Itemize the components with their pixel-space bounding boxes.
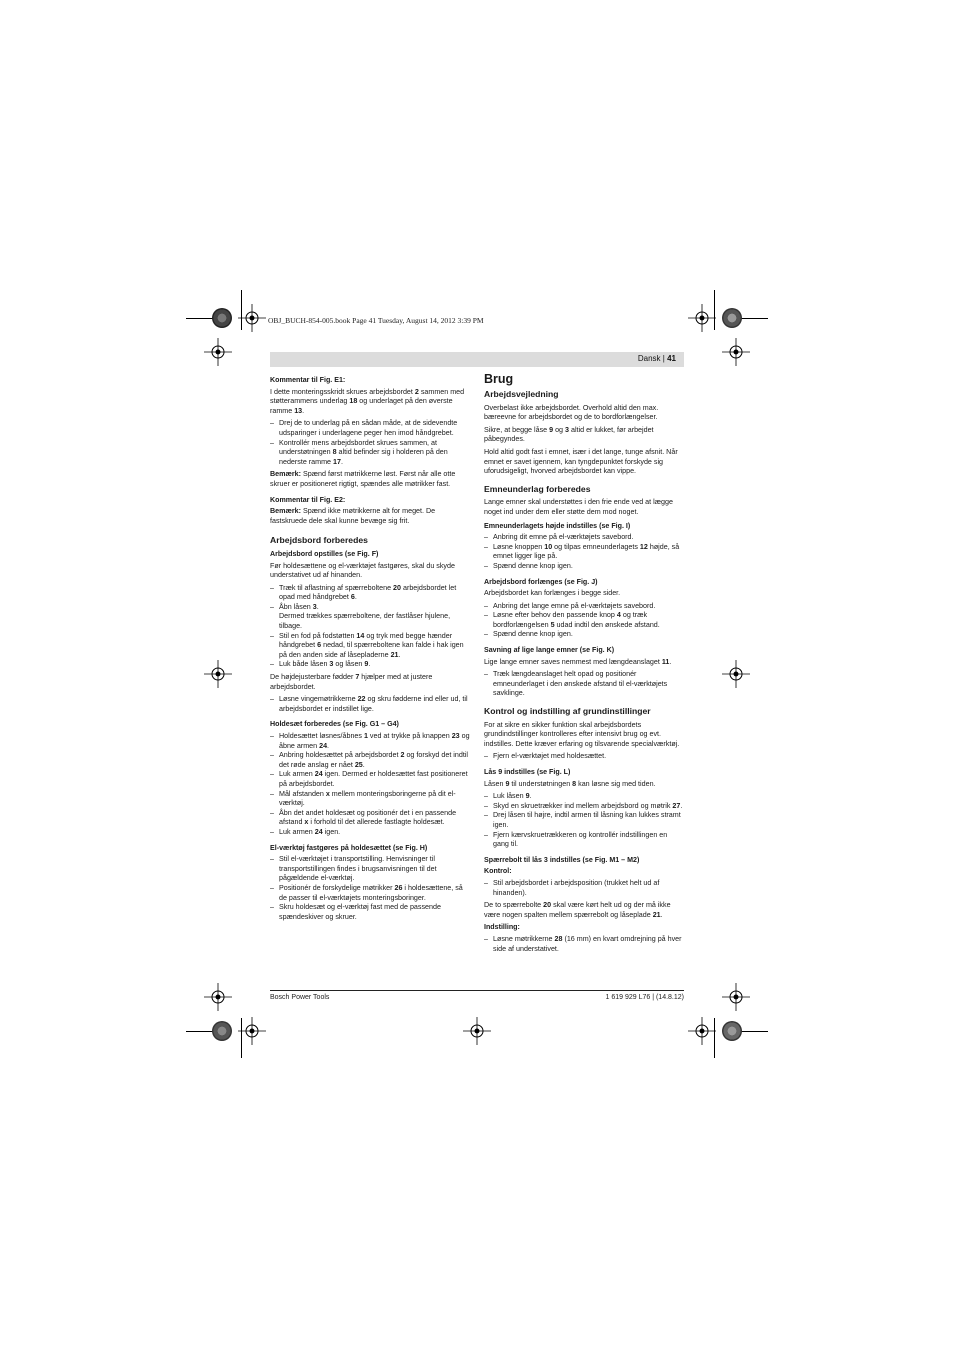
subsection-heading: Holdesæt forberedes (se Fig. G1 – G4) — [270, 720, 399, 729]
section-heading: Arbejdsvejledning — [484, 389, 559, 399]
list-item: – Luk både låsen 3 og låsen 9. — [270, 660, 470, 670]
list-item: – Stil arbejdsbordet i arbejdsposition (trukket helt ud af hinanden). — [484, 879, 684, 898]
registration-target-icon — [688, 304, 716, 332]
list-item: – Fjern el-værktøjet med holdesættet. — [484, 752, 684, 762]
section-heading: Arbejdsbord forberedes — [270, 535, 368, 546]
paragraph: Overbelast ikke arbejdsbordet. Overhold altid den max. bæreevne for arbejdsbordet og de to bordforlængelser. — [484, 403, 659, 422]
footer-brand: Bosch Power Tools — [270, 994, 330, 1001]
registration-target-icon — [463, 1017, 491, 1045]
subsection-heading: Savning af lige lange emner (se Fig. K) — [484, 646, 615, 655]
instruction-list — [270, 419, 470, 467]
registration-disc-tl — [212, 308, 232, 328]
list-item: – Åbn det andet holdesæt og positionér det i en passende afstand x i forhold til det allerede fastlagte holdesæt. — [270, 809, 470, 828]
list-item: – Drej de to underlag på en sådan måde, at de sidevendte udsparinger i underlagene peger hen imod håndgrebet. — [270, 419, 470, 438]
instruction-list — [484, 533, 684, 571]
subsection-heading: Arbejdsbord opstilles (se Fig. F) — [270, 549, 379, 558]
list-item: – Anbring holdesættet på arbejdsbordet 2 og forskyd det indtil det røde anslag er nået 25. — [270, 751, 470, 770]
list-item-continuation: Dermed trækkes spærreboltene, der fastlåser hjulene, tilbage. — [279, 612, 451, 631]
paragraph: Lange emner skal understøttes i den frie ende ved at lægge noget ind under dem eller støtte dem mod noget. — [484, 498, 673, 516]
instruction-list — [270, 584, 470, 670]
section-heading: Kontrol og indstilling af grundinstillinger — [484, 706, 651, 717]
print-slug: OBJ_BUCH-854-005.book Page 41 Tuesday, August 14, 2012 3:39 PM — [268, 316, 484, 325]
registration-target-icon — [238, 304, 266, 332]
language-label: Dansk — [637, 354, 661, 363]
list-item: – Løsne møtrikkerne 28 (16 mm) en kvart omdrejning på hver side af understativet. — [484, 935, 684, 954]
registration-target-icon — [722, 338, 750, 366]
registration-target-icon — [722, 660, 750, 688]
instruction-list — [484, 602, 684, 640]
subsection-heading: Lås 9 indstilles (se Fig. L) — [484, 768, 571, 776]
list-item: – Luk låsen 9. — [484, 792, 684, 802]
registration-target-icon — [238, 1017, 266, 1045]
footer-rule — [270, 990, 684, 991]
header-separator: | — [662, 354, 665, 363]
paragraph: De to spærrebolte 20 skal være kørt helt ud og der må ikke være nogen spalten mellem spærrebolt og låseplade 21. — [484, 901, 671, 919]
instruction-list — [270, 695, 470, 714]
list-item: – Holdesættet løsnes/åbnes 1 ved at trykke på knappen 23 og åbne armen 24. — [270, 732, 470, 751]
registration-target-icon — [722, 983, 750, 1011]
paragraph: De højdejusterbare fødder 7 hjælper med at justere arbejdsbordet. — [270, 673, 433, 691]
note: Bemærk: Spænd ikke møtrikkerne alt for meget. De fastskruede dele skal kunne bevæge sig frit. — [270, 507, 436, 525]
list-item: – Stil el-værktøjet i transportstilling. Henvisninger til transportstillingen findes i brugsanvisningen til det pågældende el-værktøj. — [270, 855, 470, 884]
list-item: – Luk armen 24 igen. Dermed er holdesættet fast positioneret på arbejdsbordet. — [270, 770, 470, 789]
paragraph: Hold altid godt fast i emnet, især i det lange, tunge afsnit. Når emnet er savet igennem, kan tyngdepunktet forskyde sig uforudsigeligt, hvorved arbejdsbordet kan vippe. — [484, 447, 678, 476]
page-header-bar — [270, 352, 684, 367]
section-heading: Emneunderlag forberedes — [484, 483, 591, 494]
paragraph: For at sikre en sikker funktion skal arbejdsbordets grundindstillinger kontrolleres efter intensivt brug og evt. indstilles. Dette kræver erfaring og tilsvarende specialværktøj. — [484, 720, 680, 748]
subsection-heading: Emneunderlagets højde indstilles (se Fig. I) — [484, 521, 631, 530]
instruction-list — [270, 732, 470, 838]
registration-target-icon — [204, 338, 232, 366]
list-item: – Stil en fod på fodstøtten 14 og tryk med begge hænder håndgrebet 6 nedad, til spærreboltene kan falde i hak igen på den anden side af låsepladerne 21. — [270, 632, 470, 661]
list-item: – Anbring det lange emne på el-værktøjets savebord. — [484, 602, 684, 612]
subsection-heading: El-værktøj fastgøres på holdesættet (se Fig. H) — [270, 843, 428, 852]
list-item: – Skyd en skruetrækker ind mellem arbejdsbord og møtrik 27. — [484, 802, 684, 812]
list-item: – Anbring dit emne på el-værktøjets savebord. — [484, 533, 684, 543]
list-item: – Løsne knoppen 10 og tilpas emneunderlagets 12 højde, så emnet ligger lige på. — [484, 543, 684, 562]
instruction-list — [484, 670, 684, 699]
list-item: – Mål afstanden x mellem monteringsboringerne på dit el-værktøj. — [270, 790, 470, 809]
paragraph: I dette monteringsskridt skrues arbejdsbordet 2 sammen med støtterammens underlag 18 og underlaget på den øverste ramme 13. — [270, 387, 465, 415]
registration-target-icon — [204, 983, 232, 1011]
paragraph: Arbejdsbordet kan forlænges i begge sider. — [484, 589, 621, 598]
instruction-list — [484, 752, 684, 762]
registration-target-icon — [688, 1017, 716, 1045]
list-item: – Åbn låsen 3. — [270, 603, 470, 613]
list-item: – Spænd denne knop igen. — [484, 630, 684, 640]
list-item: – Træk længdeanslaget helt opad og positionér emneunderlaget i den ønskede afstand til el-værktøjets savklinge. — [484, 670, 684, 699]
list-item: – Spænd denne knop igen. — [484, 562, 684, 572]
paragraph: Sikre, at begge låse 9 og 3 altid er lukket, før arbejdet påbegyndes. — [484, 425, 654, 444]
paragraph: Før holdesættene og el-værktøjet fastgøres, skal du skyde understativet ud af hinanden. — [270, 561, 455, 580]
footer-doc-number: 1 619 929 L76 | (14.8.12) — [605, 994, 684, 1001]
instruction-list — [484, 879, 684, 898]
instruction-list — [484, 792, 684, 850]
list-item: – Løsne efter behov den passende knop 4 og træk bordforlængelsen 5 udad indtil den ønskede afstand. — [484, 611, 684, 630]
right-column — [484, 372, 684, 957]
comment-heading: Kommentar til Fig. E2: — [270, 495, 346, 504]
paragraph: Lige lange emner saves nemmest med længdeanslaget 11. — [484, 657, 672, 666]
registration-disc-br — [722, 1021, 742, 1041]
subsection-heading: Spærrebolt til lås 3 indstilles (se Fig. M1 – M2) — [484, 855, 640, 864]
instruction-list — [484, 935, 684, 954]
registration-target-icon — [204, 660, 232, 688]
instruction-list — [270, 855, 470, 922]
page-header-label — [638, 354, 676, 363]
list-item: – Træk til aflastning af spærreboltene 20 arbejdsbordet let opad med håndgrebet 6. — [270, 584, 470, 603]
page-number: 41 — [667, 354, 676, 363]
comment-heading: Kommentar til Fig. E1: — [270, 376, 346, 384]
list-item: – Kontrollér mens arbejdsbordet skrues sammen, at understøtningen 8 altid befinder sig i holderen på den nederste ramme 17. — [270, 439, 470, 468]
note: Bemærk: Spænd først møtrikkerne løst. Først når alle otte skruer er positioneret rigtigt, spændes alle møtrikker fast. — [270, 470, 456, 488]
list-item: – Løsne vingemøtrikkerne 22 og skru fødderne ind eller ud, til arbejdsbordet er indstillet lige. — [270, 695, 470, 714]
list-item: – Drej låsen til højre, indtil armen til låsning kan lukkes stramt igen. — [484, 811, 684, 830]
list-item: – Skru holdesæt og el-værktøj fast med de passende spændeskiver og skruer. — [270, 903, 470, 922]
inline-label: Indstilling: — [484, 923, 520, 932]
subsection-heading: Arbejdsbord forlænges (se Fig. J) — [484, 577, 598, 586]
inline-label: Kontrol: — [484, 867, 512, 876]
chapter-title: Brug — [484, 372, 514, 386]
registration-disc-bl — [212, 1021, 232, 1041]
registration-disc-tr — [722, 308, 742, 328]
left-column — [270, 372, 470, 925]
list-item: – Positionér de forskydelige møtrikker 26 i holdesættene, så de passer til el-værktøjets monteringsboringer. — [270, 884, 470, 903]
list-item: – Luk armen 24 igen. — [270, 828, 470, 838]
paragraph: Låsen 9 til understøtningen 8 kan løsne sig med tiden. — [484, 779, 656, 788]
list-item: – Fjern kærvskruetrækkeren og kontrollér indstillingen en gang til. — [484, 831, 684, 850]
